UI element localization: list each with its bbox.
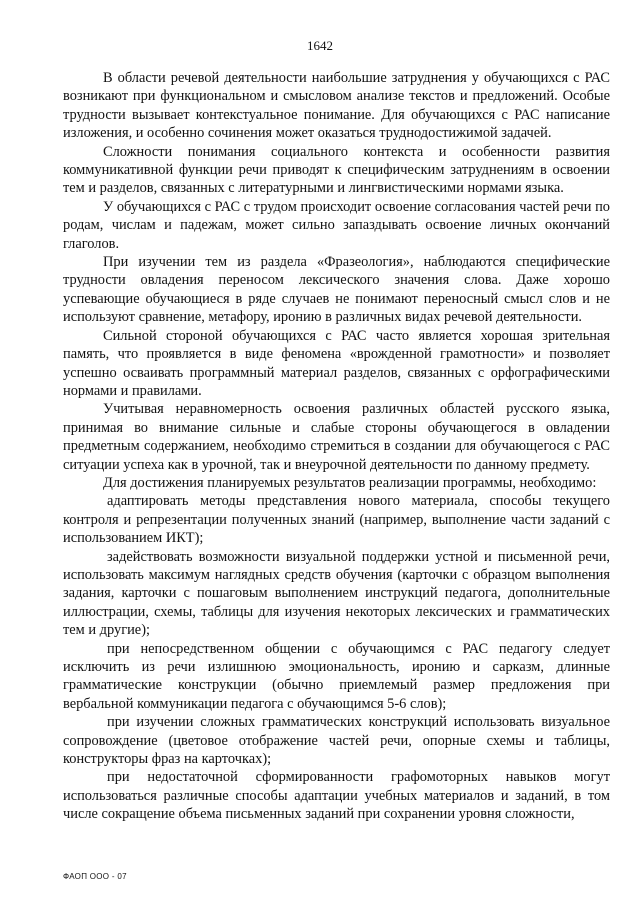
list-item: при непосредственном общении с обучающимся с РАС педагогу следует исключить из речи излишнюю эмоциональность, иронию и сарказм, длинные грамматические конструкции (обычно приемлемый размер предложения при вербальной коммуникации педагога с обучающимся 5-6 слов); xyxy=(63,640,610,712)
document-body xyxy=(63,69,610,824)
list-item: адаптировать методы представления нового материала, способы текущего контроля и репрезентации полученных знаний (например, выполнение части заданий с использованием ИКТ); xyxy=(63,493,610,547)
paragraph: Учитывая неравномерность освоения различных областей русского языка, принимая во внимание сильные и слабые стороны обучающегося в овладении предметным содержанием, необходимо стремиться в создании для обучающегося с РАС ситуации успеха как в урочной, так и внеурочной деятельности по данному предмету. xyxy=(63,401,610,473)
paragraph: У обучающихся с РАС с трудом происходит освоение согласования частей речи по родам, числам и падежам, может сильно запаздывать освоение личных окончаний глаголов. xyxy=(63,198,610,252)
list-item: при изучении сложных грамматических конструкций использовать визуальное сопровождение (цветовое отображение частей речи, опорные схемы и таблицы, конструкторы фраз на карточках); xyxy=(63,714,610,768)
list-item: задействовать возможности визуальной поддержки устной и письменной речи, использовать максимум наглядных средств обучения (карточки с образцом выполнения задания, карточки с пошаговым выполнением инструкций педагога, дополнительные иллюстрации, схемы, таблицы для изучения некоторых лексических и грамматических тем и другие); xyxy=(63,548,610,639)
paragraph: Сильной стороной обучающихся с РАС часто является хорошая зрительная память, что проявляется в виде феномена «врожденной грамотности» и позволяет успешно осваивать программный материал разделов, связанных с орфографическими нормами и правилами. xyxy=(63,327,610,399)
paragraph: Сложности понимания социального контекста и особенности развития коммуникативной функции речи приводят к специфическим затруднениям в освоении тем и разделов, связанных с литературными и лингвистическими нормами языка. xyxy=(63,143,610,197)
paragraph: При изучении тем из раздела «Фразеология», наблюдаются специфические трудности овладения переносом лексического значения слова. Даже хорошо успевающие обучающиеся в ряде случаев не понимают переносный смысл слов и не используют сравнение, метафору, иронию в различных видах речевой деятельности. xyxy=(63,254,610,326)
list-item: при недостаточной сформированности графомоторных навыков могут использоваться различные способы адаптации учебных материалов и заданий, в том числе сокращение объема письменных заданий при сохранении уровня сложности, xyxy=(63,769,610,823)
page-number: 1642 xyxy=(307,38,333,53)
paragraph: Для достижения планируемых результатов реализации программы, необходимо: xyxy=(103,474,597,491)
paragraph: В области речевой деятельности наибольшие затруднения у обучающихся с РАС возникают при функциональном и смысловом анализе текстов и предложений. Особые трудности вызывает контекстуальное понимание. Для обучающихся с РАС написание изложения, и особенно сочинения может оказаться труднодостижимой задачей. xyxy=(63,70,610,142)
document-footer: ФАОП ООО - 07 xyxy=(63,872,127,881)
